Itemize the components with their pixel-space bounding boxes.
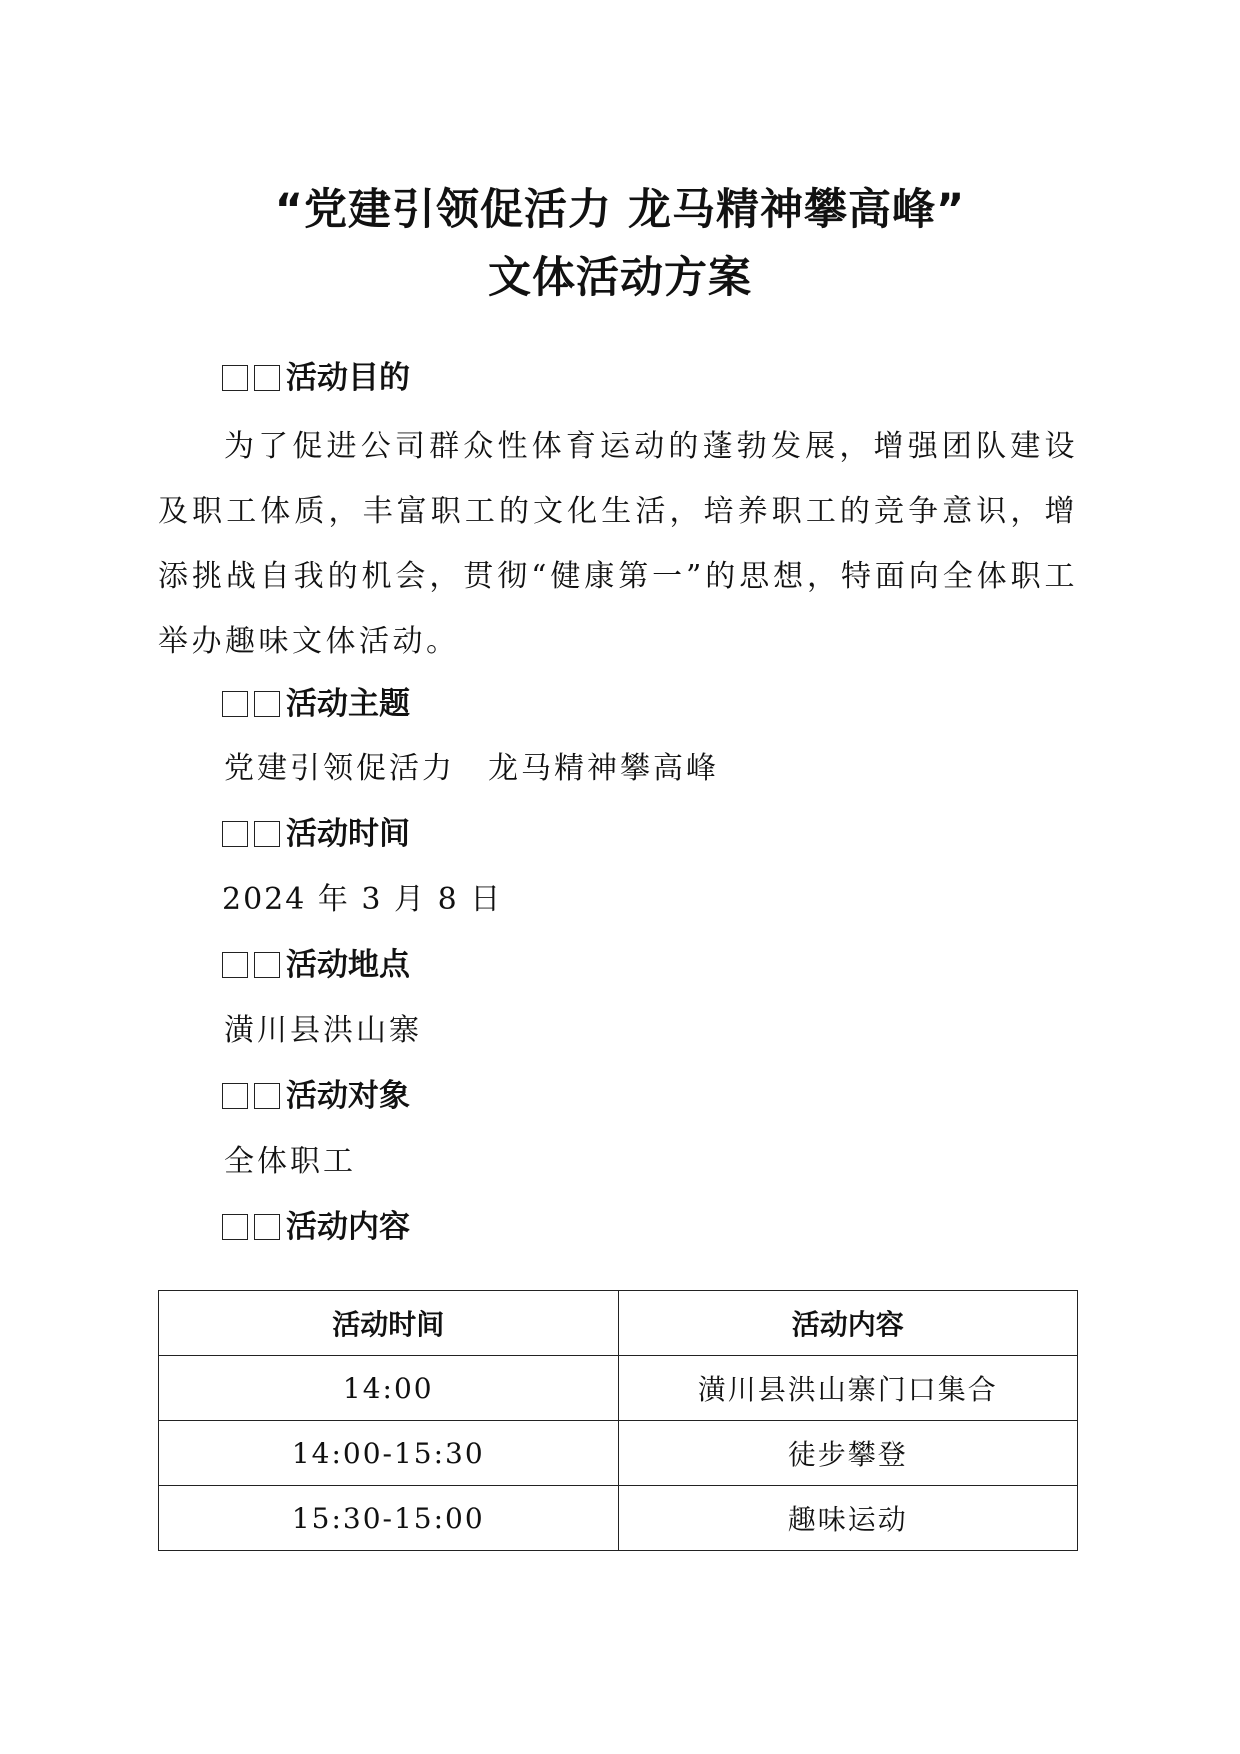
document-title-line1: “党建引领促活力 龙马精神攀高峰” xyxy=(274,185,966,235)
section-heading-text: 活动地点 xyxy=(286,947,410,983)
table-cell-time: 14:00-15:30 xyxy=(159,1421,619,1486)
purpose-paragraph: 为了促进公司群众性体育运动的蓬勃发展，增强团队建设及职工体质，丰富职工的文化生活，培养职工的竞争意识，增添挑战自我的机会，贯彻“健康第一”的思想，特面向全体职工举办趣味文体活动。 xyxy=(158,429,1078,659)
theme-text: 党建引领促活力 龙马精神攀高峰 xyxy=(224,751,719,786)
table-row xyxy=(159,1486,1078,1551)
audience-text: 全体职工 xyxy=(224,1144,356,1179)
checkbox-icon xyxy=(254,821,280,847)
checkbox-icon xyxy=(254,1214,280,1240)
checkbox-icon xyxy=(222,952,248,978)
time-text: 2024 年 3 月 8 日 xyxy=(222,882,503,917)
table-cell-time: 14:00 xyxy=(159,1356,619,1421)
document-title-line2: 文体活动方案 xyxy=(488,253,752,303)
location-text: 潢川县洪山寨 xyxy=(224,1013,422,1048)
section-heading-content xyxy=(222,1205,410,1249)
section-heading-time xyxy=(222,812,410,856)
checkbox-icon xyxy=(254,1083,280,1109)
schedule-table xyxy=(158,1290,1078,1551)
table-cell-content: 趣味运动 xyxy=(618,1486,1078,1551)
section-heading-text: 活动主题 xyxy=(286,686,410,722)
checkbox-icon xyxy=(254,691,280,717)
section-heading-text: 活动时间 xyxy=(286,816,410,852)
section-heading-text: 活动内容 xyxy=(286,1209,410,1245)
checkbox-icon xyxy=(222,821,248,847)
checkbox-icon xyxy=(254,952,280,978)
section-heading-purpose xyxy=(222,356,410,400)
table-cell-content: 徒步攀登 xyxy=(618,1421,1078,1486)
table-header-row xyxy=(159,1291,1078,1356)
section-heading-text: 活动目的 xyxy=(286,360,410,396)
column-header-content: 活动内容 xyxy=(618,1291,1078,1356)
table-cell-content: 潢川县洪山寨门口集合 xyxy=(618,1356,1078,1421)
checkbox-icon xyxy=(222,1214,248,1240)
column-header-time: 活动时间 xyxy=(159,1291,619,1356)
checkbox-icon xyxy=(254,365,280,391)
table-row xyxy=(159,1421,1078,1486)
section-heading-text: 活动对象 xyxy=(286,1078,410,1114)
section-heading-theme xyxy=(222,682,410,726)
section-heading-audience xyxy=(222,1074,410,1118)
table-row xyxy=(159,1356,1078,1421)
checkbox-icon xyxy=(222,1083,248,1109)
table-cell-time: 15:30-15:00 xyxy=(159,1486,619,1551)
checkbox-icon xyxy=(222,691,248,717)
section-heading-location xyxy=(222,943,410,987)
checkbox-icon xyxy=(222,365,248,391)
